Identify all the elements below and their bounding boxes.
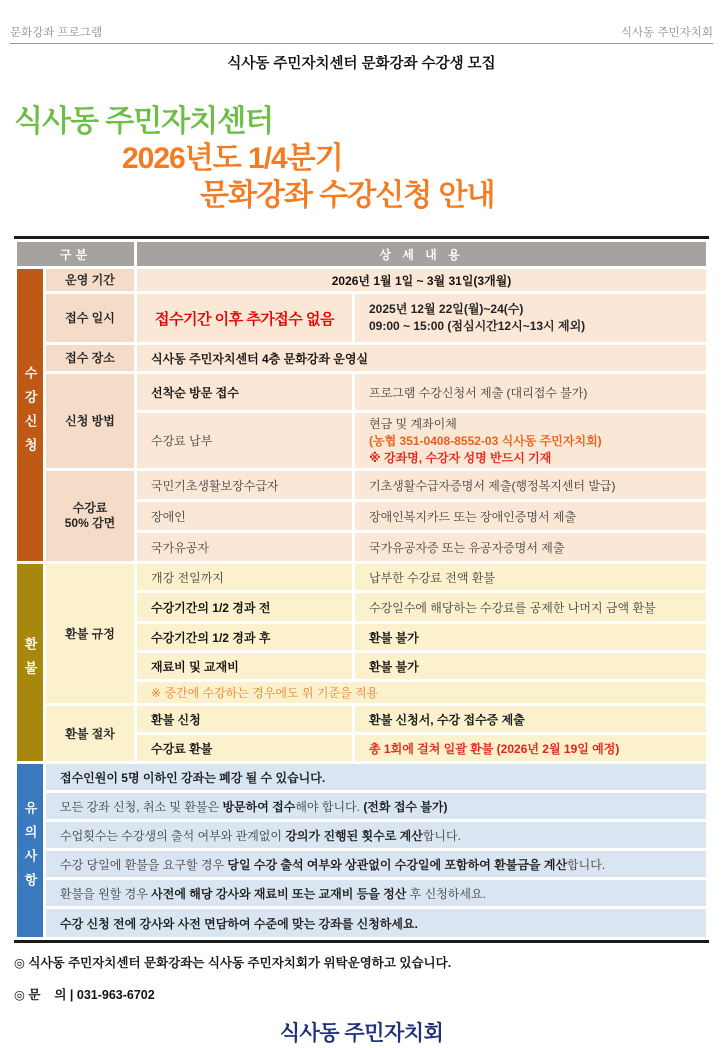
row-notice-6 bbox=[17, 909, 706, 937]
discount-value-0: 기초생활수급자증명서 제출(행정복지센터 발급) bbox=[355, 471, 706, 499]
row-receipt-place bbox=[17, 345, 706, 371]
discount-value-1: 장애인복지카드 또는 장애인증명서 제출 bbox=[355, 502, 706, 530]
receipt-time: 09:00 ~ 15:00 (점심시간12시~13시 제외) bbox=[369, 319, 586, 333]
title-line-3: 문화강좌 수강신청 안내 bbox=[200, 179, 495, 212]
footer-organization: 식사동 주민자치회 bbox=[279, 1022, 444, 1045]
refund-request-value: 환불 신청서, 수강 접수증 제출 bbox=[355, 706, 706, 732]
discount-key-0: 국민기초생활보장수급자 bbox=[137, 471, 352, 499]
section-bar-notice: 유의사항 bbox=[17, 764, 43, 937]
pay-line-cash: 현금 및 계좌이체 bbox=[369, 417, 457, 431]
refund-policy-key-0: 개강 전일까지 bbox=[137, 564, 352, 590]
running-header-right: 식사동 주민자치회 bbox=[620, 27, 713, 39]
row-notice-1 bbox=[17, 764, 706, 790]
refund-policy-value-3: 환불 불가 bbox=[355, 653, 706, 679]
discount-value-2: 국가유공자증 또는 유공자증명서 제출 bbox=[355, 533, 706, 561]
refund-policy-value-0: 납부한 수강료 전액 환불 bbox=[355, 564, 706, 590]
title-line-1: 식사동 주민자치센터 bbox=[14, 105, 274, 138]
title-line-2: 2026년도 1/4분기 bbox=[122, 142, 343, 175]
notice-line-2: 모든 강좌 신청, 취소 및 환불은 방문하여 접수해야 합니다. (전화 접수 불가) bbox=[46, 793, 706, 819]
label-refund-procedure: 환불 절차 bbox=[46, 706, 134, 761]
label-apply-method: 신청 방법 bbox=[46, 374, 134, 468]
value-receipt-place: 식사동 주민자치센터 4층 문화강좌 운영실 bbox=[137, 345, 706, 371]
label-discount bbox=[46, 471, 134, 561]
row-notice-3 bbox=[17, 822, 706, 848]
section-bar-refund: 환불 bbox=[17, 564, 43, 761]
running-header-left: 문화강좌 프로그램 bbox=[10, 27, 103, 39]
refund-policy-note: ※ 중간에 수강하는 경우에도 위 기준을 적용 bbox=[137, 682, 706, 703]
document-subtitle: 식사동 주민자치센터 문화강좌 수강생 모집 bbox=[227, 56, 496, 72]
receipt-date: 2025년 12월 22일(월)~24(수) bbox=[369, 302, 524, 317]
row-method-visit bbox=[17, 374, 706, 410]
label-operating-period: 운영 기간 bbox=[46, 269, 134, 291]
refund-policy-value-1: 수강일수에 해당하는 수강료를 공제한 나머지 금액 환불 bbox=[355, 593, 706, 621]
label-receipt-place: 접수 장소 bbox=[46, 345, 134, 371]
receipt-warning: 접수기간 이후 추가접수 없음 bbox=[137, 294, 352, 342]
label-receipt-datetime: 접수 일시 bbox=[46, 294, 134, 342]
refund-payout-key: 수강료 환불 bbox=[137, 735, 352, 761]
method-visit-key: 선착순 방문 접수 bbox=[137, 374, 352, 410]
running-header bbox=[10, 24, 713, 44]
row-receipt-datetime bbox=[17, 294, 706, 342]
row-refund-before-open bbox=[17, 564, 706, 590]
method-visit-value: 프로그램 수강신청서 제출 (대리접수 불가) bbox=[355, 374, 706, 410]
row-notice-2 bbox=[17, 793, 706, 819]
receipt-datetime-value bbox=[355, 294, 706, 342]
label-refund-policy: 환불 규정 bbox=[46, 564, 134, 703]
notice-line-6: 수강 신청 전에 강사와 사전 면담하여 수준에 맞는 강좌를 신청하세요. bbox=[46, 909, 706, 937]
row-notice-5 bbox=[17, 880, 706, 906]
notice-line-4: 수강 당일에 환불을 요구할 경우 당일 수강 출석 여부와 상관없이 수강일에 포함하여 환불금을 계산합니다. bbox=[46, 851, 706, 877]
row-notice-4 bbox=[17, 851, 706, 877]
label-discount-line2: 50% 감면 bbox=[64, 516, 116, 530]
method-pay-value bbox=[355, 413, 706, 468]
refund-policy-key-1: 수강기간의 1/2 경과 전 bbox=[137, 593, 352, 621]
footer-note-operator: ◎ 식사동 주민자치센터 문화강좌는 식사동 주민자치회가 위탁운영하고 있습니다. bbox=[14, 956, 452, 970]
notice-line-1: 접수인원이 5명 이하인 강좌는 폐강 될 수 있습니다. bbox=[46, 764, 706, 790]
column-header-detail: 상 세 내 용 bbox=[137, 242, 706, 266]
footer-note-contact: ◎ 문 의 | 031-963-6702 bbox=[14, 988, 155, 1002]
title-block bbox=[0, 103, 723, 214]
row-discount-basic bbox=[17, 471, 706, 499]
row-refund-request bbox=[17, 706, 706, 732]
refund-policy-key-3: 재료비 및 교재비 bbox=[137, 653, 352, 679]
notice-line-3: 수업횟수는 수강생의 출석 여부와 관계없이 강의가 진행된 횟수로 계산합니다. bbox=[46, 822, 706, 848]
refund-payout-value: 총 1회에 걸쳐 일괄 환불 (2026년 2월 19일 예정) bbox=[355, 735, 706, 761]
discount-key-1: 장애인 bbox=[137, 502, 352, 530]
column-header-category: 구분 bbox=[17, 242, 134, 266]
schedule-table bbox=[14, 236, 709, 943]
refund-policy-value-2: 환불 불가 bbox=[355, 624, 706, 650]
pay-line-account: (농협 351-0408-8552-03 식사동 주민자치회) bbox=[369, 434, 602, 448]
discount-key-2: 국가유공자 bbox=[137, 533, 352, 561]
method-pay-key: 수강료 납부 bbox=[137, 413, 352, 468]
notice-line-5: 환불을 원할 경우 사전에 해당 강사와 재료비 또는 교재비 등을 정산 후 신청하세요. bbox=[46, 880, 706, 906]
refund-request-key: 환불 신청 bbox=[137, 706, 352, 732]
pay-line-warning: ※ 강좌명, 수강자 성명 반드시 기재 bbox=[369, 451, 552, 465]
row-operating-period bbox=[17, 269, 706, 291]
value-operating-period: 2026년 1월 1일 ~ 3월 31일(3개월) bbox=[137, 269, 706, 291]
label-discount-line1: 수강료 bbox=[72, 501, 108, 515]
section-bar-enroll: 수강신청 bbox=[17, 269, 43, 561]
refund-policy-key-2: 수강기간의 1/2 경과 후 bbox=[137, 624, 352, 650]
notice-page bbox=[0, 24, 723, 1048]
